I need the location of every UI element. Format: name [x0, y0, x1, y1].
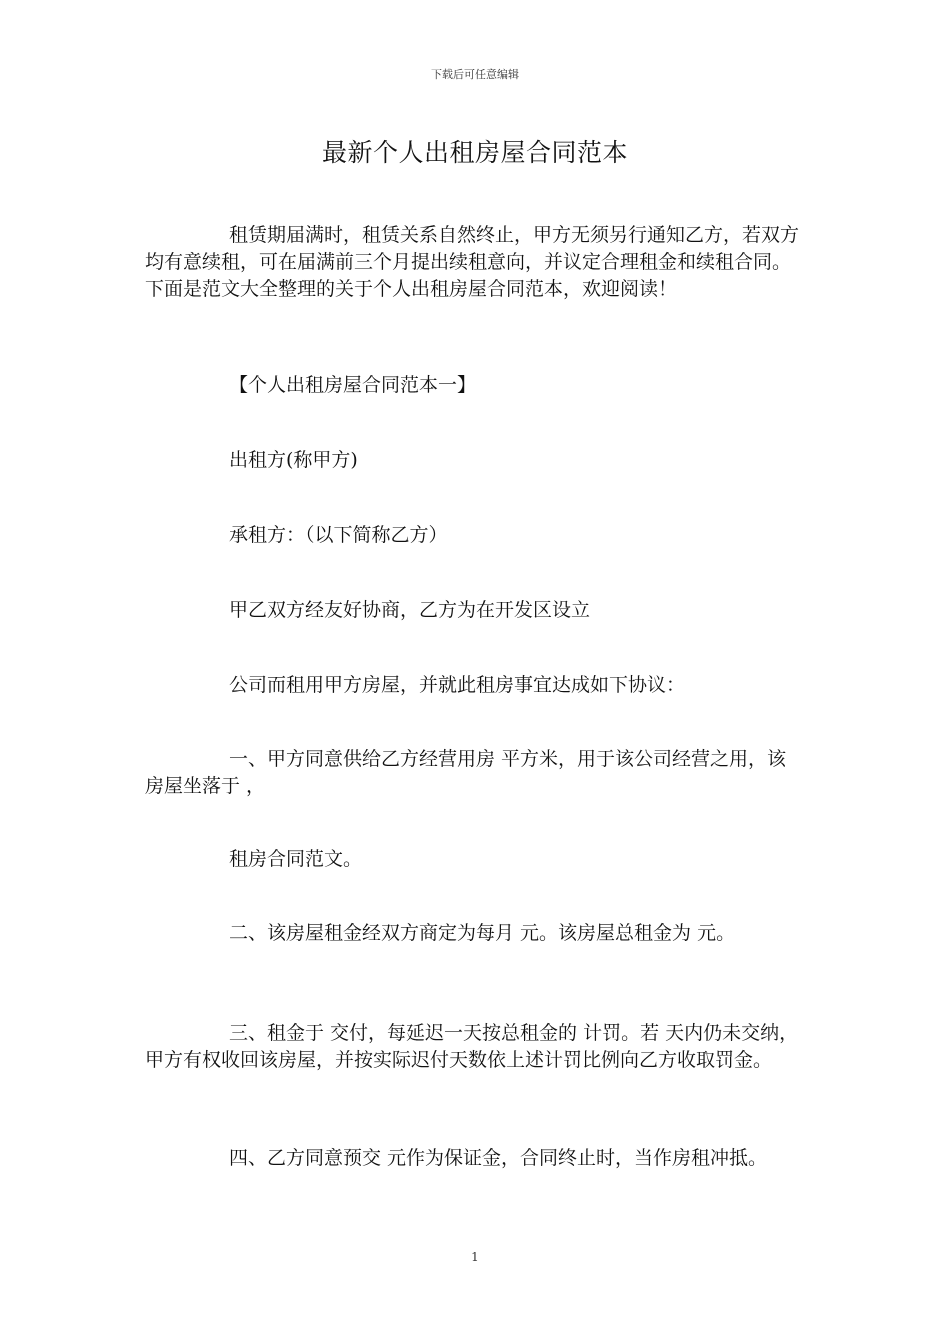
page-number: 1 [471, 1250, 479, 1264]
intro-paragraph: 租赁期届满时，租赁关系自然终止，甲方无须另行通知乙方，若双方均有意续租，可在届满前三个月提出续租意向，并议定合理租金和续租合同。下面是范文大全整理的关于个人出租房屋合同范本，欢迎阅读！ [145, 224, 800, 300]
clause-one-continuation: 租房合同范文。 [229, 848, 363, 870]
clause-two: 二、该房屋租金经双方商定为每月 元。该房屋总租金为 元。 [229, 922, 736, 944]
section-heading: 【个人出租房屋合同范本一】 [229, 374, 477, 396]
agreement-intro-line: 甲乙双方经友好协商，乙方为在开发区设立 [229, 599, 591, 621]
clause-one: 一、甲方同意供给乙方经营用房 平方米，用于该公司经营之用，该房屋坐落于 ， [145, 748, 787, 797]
lessee-line: 承租方：（以下简称乙方） [229, 524, 448, 546]
document-title: 最新个人出租房屋合同范本 [321, 138, 628, 167]
lessor-line: 出租方(称甲方) [229, 449, 358, 471]
agreement-purpose-line: 公司而租用甲方房屋，并就此租房事宜达成如下协议： [229, 674, 686, 696]
clause-three: 三、租金于 交付，每延迟一天按总租金的 计罚。若 天内仍未交纳，甲方有权收回该房屋，并按实际迟付天数依上述计罚比例向乙方收取罚金。 [145, 1022, 799, 1071]
clause-four: 四、乙方同意预交 元作为保证金，合同终止时，当作房租冲抵。 [229, 1147, 768, 1169]
page-header-note: 下载后可任意编辑 [431, 68, 519, 81]
